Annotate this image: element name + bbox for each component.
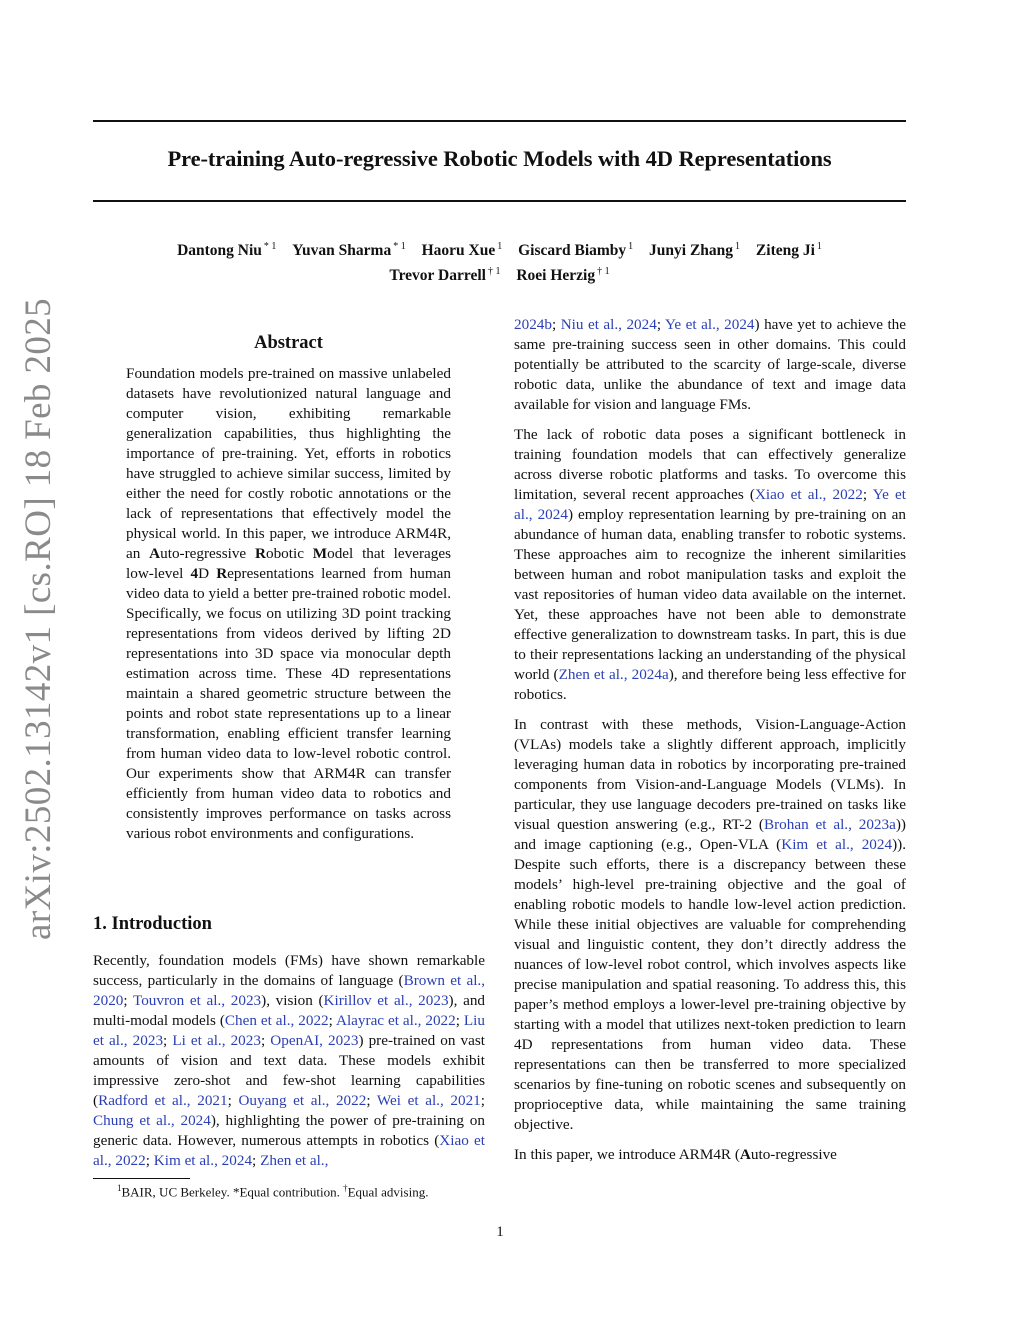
citation-link[interactable]: Ye et al., 2024 (514, 486, 907, 523)
paragraph: 2024b; Niu et al., 2024; Ye et al., 2024) have yet to achieve the same pre-training success seen in other domains. This could potentially be attributed to the scarcity of large-scale, diverse robotic data, unlike the abundance of text and image data available for vision and language FMs. (514, 316, 906, 413)
citation-link[interactable]: Kim et al., 2024 (781, 836, 893, 853)
paragraph: Recently, foundation models (FMs) have shown remarkable success, particularly in the domains of language (Brown et al., 2020; Touvron et al., 2023), vision (Kirillov et al., 2023), and multi-modal models (Chen et al., 2022; Alayrac et al., 2022; Liu et al., 2023; Li et al., 2023; OpenAI, 2023) pre-trained on vast amounts of vision and text data. These models exhibit impressive zero-shot and few-shot learning capabilities (Radford et al., 2021; Ouyang et al., 2022; Wei et al., 2021; Chung et al., 2024), highlighting the power of pre-training on generic data. However, numerous attempts in robotics (Xiao et al., 2022; Kim et al., 2024; Zhen et al., (93, 952, 486, 1169)
introduction-left-column (93, 951, 485, 1181)
author: Junyi Zhang $^1$ (649, 241, 741, 260)
citation-link[interactable]: Kim et al., 2024 (153, 1152, 253, 1169)
citation-link[interactable]: Chung et al., 2024 (93, 1112, 211, 1129)
author: Giscard Biamby $^1$ (518, 241, 634, 260)
author: Roei Herzig $^{\dagger 1}$ (516, 266, 610, 285)
paragraph: The lack of robotic data poses a significant bottleneck in training foundation models that can effectively generalize across diverse robotic platforms and tasks. To overcome this limitation, several recent approaches (Xiao et al., 2022; Ye et al., 2024) employ representation learning by pre-training on an abundance of human data, enabling transfer to robotic systems. These approaches aim to recognize the inherent similarities between human and robot manipulation tasks and exploit the vast repositories of human video data available on the internet. Yet, these approaches have not been able to demonstrate effective generalization to downstream tasks. In part, this is due to their representations lacking an understanding of the physical world (Zhen et al., 2024a), and therefore being less effective for robotics. (514, 426, 907, 703)
citation-link[interactable]: Xiao et al., 2022 (754, 486, 863, 503)
citation-link[interactable]: 2024b (514, 316, 552, 333)
abstract-heading: Abstract (254, 333, 323, 353)
citation-link[interactable]: OpenAI, 2023 (270, 1032, 359, 1049)
citation-link[interactable]: Xiao et al., 2022 (93, 1132, 485, 1169)
footnote: $^1$BAIR, UC Berkeley. *Equal contribution. †Equal advising. (117, 1183, 429, 1200)
paragraph: In contrast with these methods, Vision-Language-Action (VLAs) models take a slightly different approach, implicitly leveraging human data in robotics by incorporating pre-trained components from Vision-and-Language Models (VLMs). In particular, they use language decoders pre-trained on tasks like visual question answering (e.g., RT-2 (Brohan et al., 2023a)) and image captioning (e.g., Open-VLA (Kim et al., 2024)). Despite such efforts, there is a discrepancy between these models’ high-level pre-training objective and the goal of enabling robotic models to handle low-level action prediction. While these initial objectives are valuable for comprehending visual and linguistic content, they don’t directly address the nuances of low-level robot control, which involves aspects like precise manipulation and spatial reasoning. To address this, this paper’s method employs a lower-level pre-training objective by starting with a model that utilizes next-token prediction to learn 4D representations from human video data. These representations can then be transferred to more specialized scenarios by fine-tuning on robotic scenes and subsequently on proprioceptive data, while maintaining the same training objective. (514, 716, 906, 1133)
citation-link[interactable]: Brown et al., 2020 (93, 972, 486, 1009)
section-heading-introduction: 1. Introduction (93, 914, 212, 934)
paragraph: In this paper, we introduce ARM4R (Auto-regressive (514, 1146, 837, 1163)
citation-link[interactable]: Liu et al., 2023 (93, 1012, 485, 1049)
citation-link[interactable]: Touvron et al., 2023 (133, 992, 262, 1009)
citation-link[interactable]: Zhen et al., 2024a (558, 666, 669, 683)
footnote-rule (93, 1178, 190, 1179)
citation-link[interactable]: Chen et al., 2022 (224, 1012, 329, 1029)
citation-link[interactable]: Li et al., 2023 (172, 1032, 261, 1049)
citation-link[interactable]: Ouyang et al., 2022 (238, 1092, 367, 1109)
author: Haoru Xue $^1$ (421, 241, 503, 260)
author-list (93, 236, 906, 286)
citation-link[interactable]: Ye et al., 2024 (664, 316, 755, 333)
author: Yuvan Sharma $^{* 1}$ (292, 241, 406, 260)
paper-title: Pre-training Auto-regressive Robotic Models with 4D Representations (167, 146, 832, 171)
citation-link[interactable]: Wei et al., 2021 (376, 1092, 481, 1109)
citation-link[interactable]: Radford et al., 2021 (98, 1092, 228, 1109)
author: Dantong Niu $^{* 1}$ (177, 241, 277, 260)
arxiv-identifier: arXiv:2502.13142v1 [cs.RO] 18 Feb 2025 (18, 297, 59, 940)
abstract-text: Foundation models pre-trained on massive unlabeled datasets have revolutionized natural language and computer vision, exhibiting remarkable generalization capabilities, thus highlighting the importance of pre-training. Yet, efforts in robotics have struggled to achieve similar success, limited by either the need for costly robotic annotations or the lack of representations that effectively model the physical world. In this paper, we introduce ARM4R, an Auto-regressive Robotic Model that leverages low-level 4D Representations learned from human video data to yield a better pre-trained robotic model. Specifically, we focus on utilizing 3D point tracking representations from videos derived by lifting 2D representations into 3D space via monocular depth estimation across time. These 4D representations maintain a shared geometric structure between the points and robot state representations up to a linear transformation, enabling efficient transfer learning from human video data to low-level robotic control. Our experiments show that ARM4R can transfer efficiently from human video data to robotics and consistently improves performance on tasks across various robot environments and configurations. (126, 365, 452, 842)
citation-link[interactable]: Kirillov et al., 2023 (323, 992, 449, 1009)
citation-link[interactable]: Brohan et al., 2023a (763, 816, 896, 833)
introduction-right-column (514, 315, 906, 1175)
citation-link[interactable]: Alayrac et al., 2022 (335, 1012, 456, 1029)
citation-link[interactable]: Niu et al., 2024 (560, 316, 657, 333)
author: Trevor Darrell $^{\dagger 1}$ (389, 266, 501, 285)
author: Ziteng Ji $^1$ (755, 241, 822, 260)
citation-link[interactable]: Zhen et al., (260, 1152, 329, 1169)
title-bottom-rule (93, 200, 906, 202)
page-number: 1 (496, 1224, 504, 1240)
title-top-rule (93, 120, 906, 122)
